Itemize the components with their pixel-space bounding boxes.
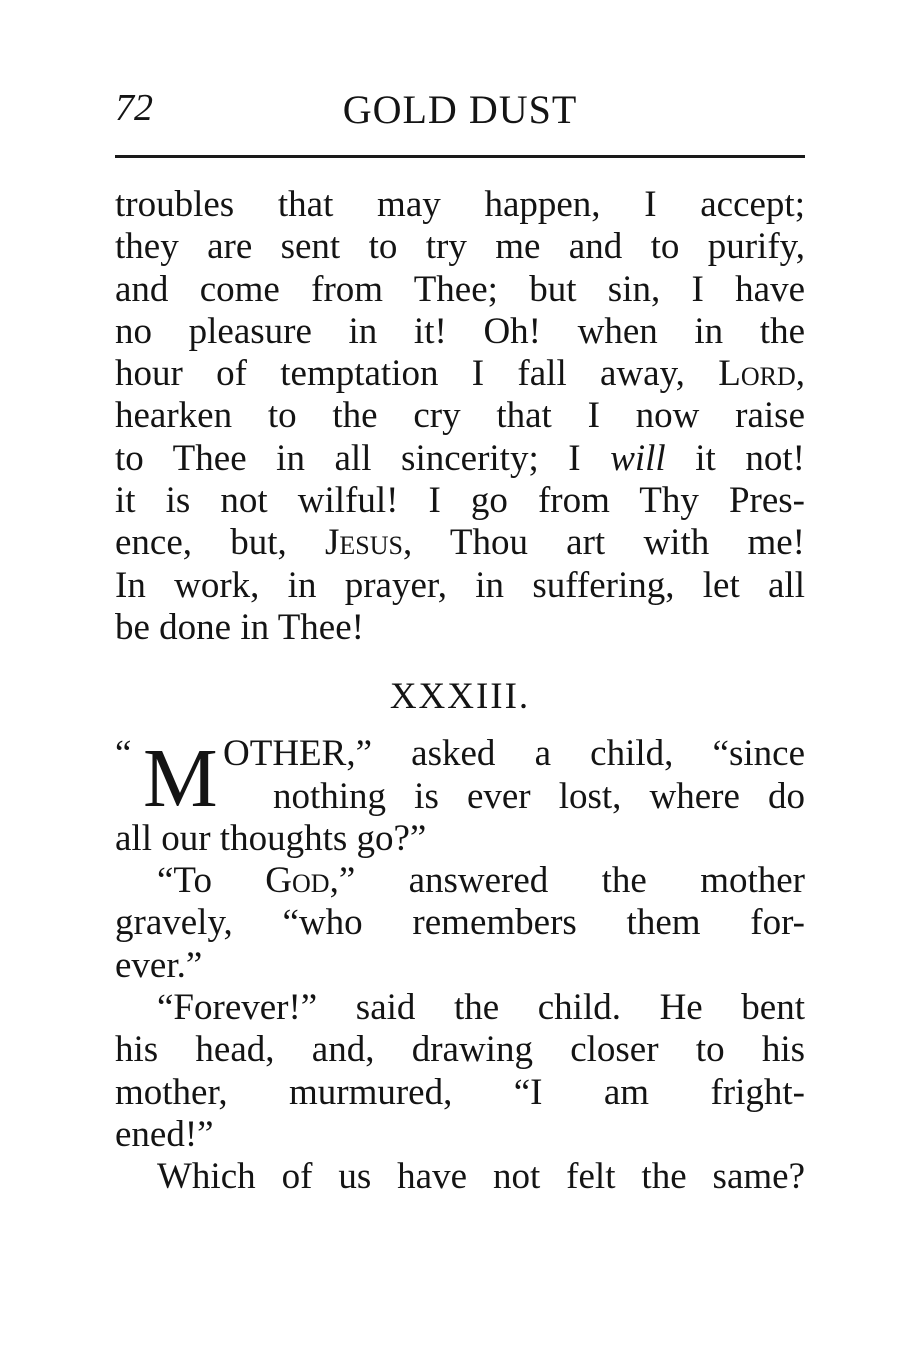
page-number: 72 [115, 87, 153, 129]
lord-small-caps: Lord, [718, 353, 805, 395]
text-segment: hour of temptation I fall away, [115, 353, 719, 395]
text-line: be done in Thee! [115, 606, 364, 648]
text-line [115, 438, 805, 480]
drop-cap: M [143, 732, 218, 826]
text-line: In work, in prayer, in suffering, let all [115, 564, 805, 606]
text-line: no pleasure in it! Oh! when in the [115, 310, 805, 352]
text-line: nothing is ever lost, where do [273, 775, 805, 817]
text-line [115, 860, 805, 902]
text-line: troubles that may happen, I accept; [115, 184, 805, 225]
text-line: they are sent to try me and to purify, [115, 226, 805, 268]
text-line [115, 522, 805, 564]
drop-cap-paragraph [115, 732, 805, 826]
text-line: mother, murmured, “I am fright- [115, 1071, 805, 1113]
section-heading: XXXIII. [389, 676, 531, 718]
text-line: “Forever!” said the child. He bent [157, 987, 805, 1029]
page-header [115, 80, 805, 136]
text-segment: it not! [665, 437, 805, 479]
text-line: all our thoughts go?” [115, 817, 427, 859]
text-line: ened!” [115, 1113, 214, 1155]
text-segment: Thou art with me! [412, 522, 805, 564]
text-segment: to Thee in all sincerity; I [115, 437, 611, 479]
header-rule [115, 155, 805, 158]
god-small-caps: God, [265, 860, 339, 902]
text-line: hearken to the cry that I now raise [115, 395, 805, 437]
text-line: OTHER,” asked a child, “since [223, 733, 805, 775]
page-body [115, 184, 805, 1199]
italic-will: will [610, 437, 666, 479]
text-line: Which of us have not felt the same? [157, 1156, 805, 1198]
text-segment: “To [157, 860, 266, 902]
text-line [115, 353, 805, 395]
text-line: gravely, “who remembers them for- [115, 902, 805, 944]
text-segment: ence, but, [115, 522, 326, 564]
jesus-small-caps: Jesus, [325, 522, 413, 564]
text-line: his head, and, drawing closer to his [115, 1029, 805, 1071]
opening-quote: “ [115, 733, 132, 775]
text-line: and come from Thee; but sin, I have [115, 268, 805, 310]
text-line: it is not wilful! I go from Thy Pres- [115, 480, 805, 522]
running-head: GOLD DUST [342, 87, 578, 132]
text-line: ever.” [115, 944, 203, 986]
text-segment: ” answered the mother [338, 860, 805, 902]
